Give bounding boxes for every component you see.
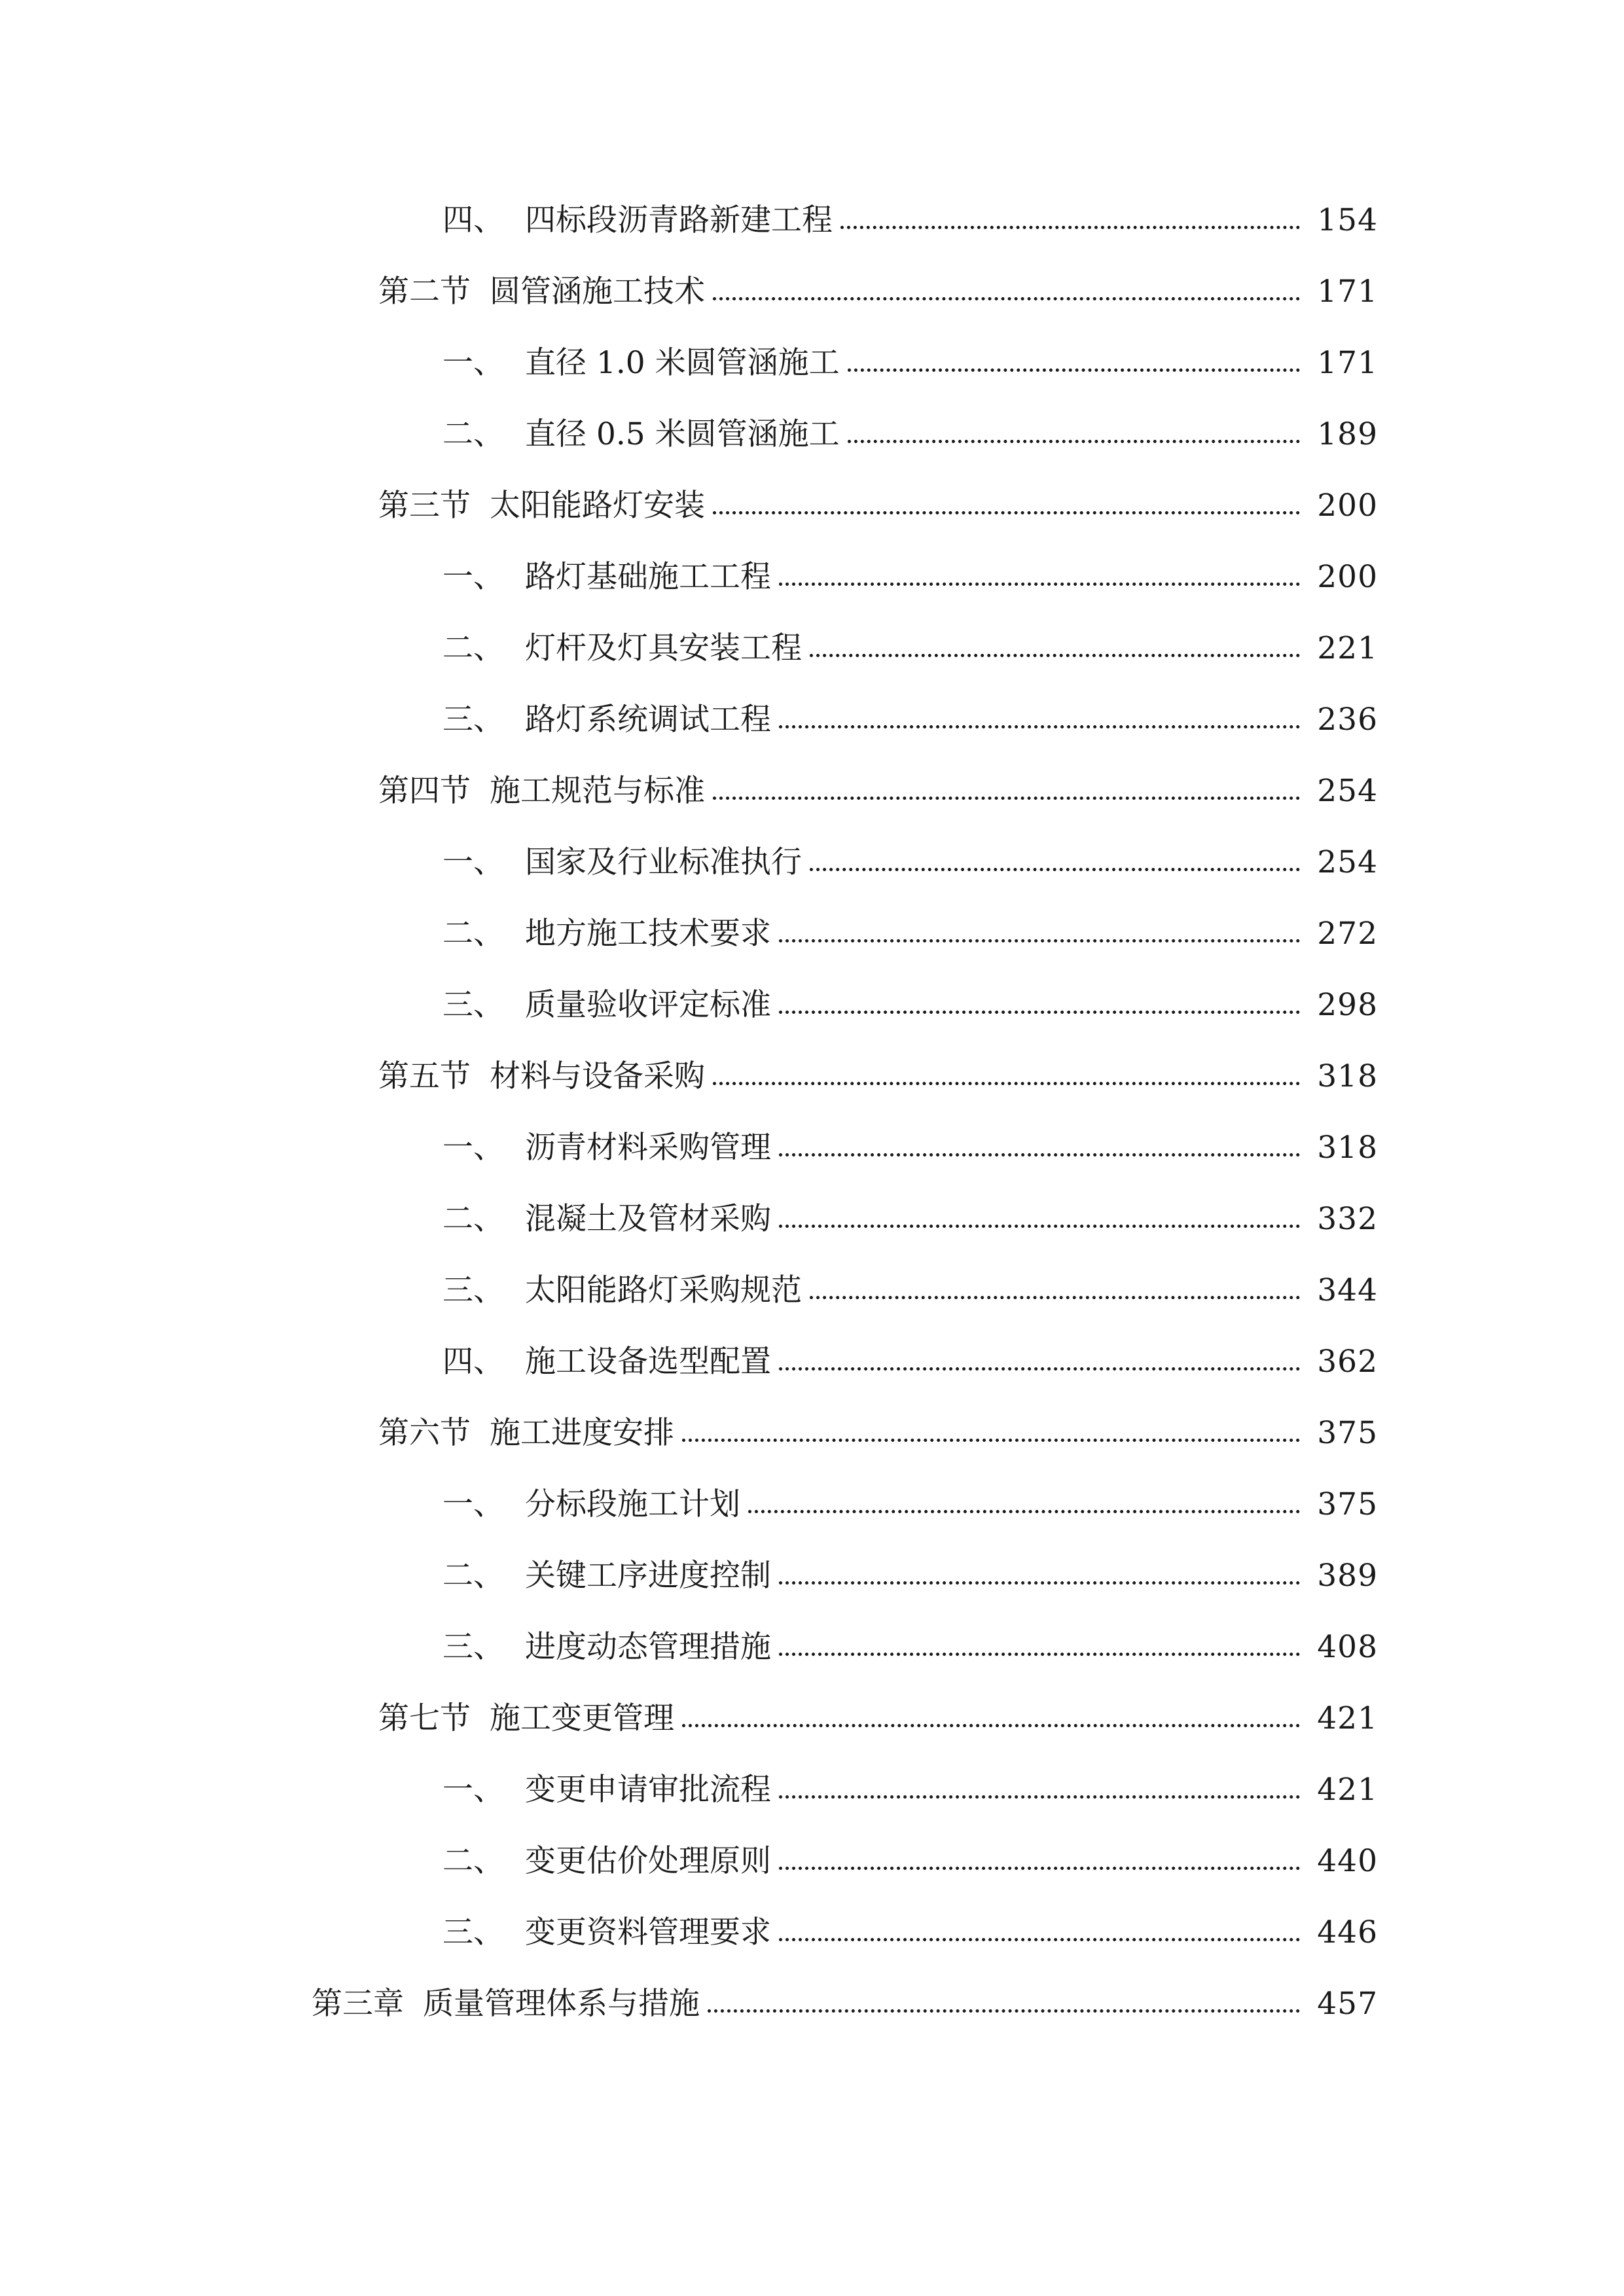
toc-entry-page: 440 xyxy=(1317,1843,1378,1879)
toc-entry-number: 四、 xyxy=(442,202,504,238)
toc-entry-page: 154 xyxy=(1317,202,1378,238)
dot-leader xyxy=(713,297,1300,300)
toc-entry-title: 进度动态管理措施 xyxy=(525,1629,771,1665)
toc-entry[interactable] xyxy=(442,1767,1378,1813)
toc-entry-title: 地方施工技术要求 xyxy=(525,916,771,952)
toc-entry-number: 一、 xyxy=(442,1772,504,1808)
toc-entry-title: 国家及行业标准执行 xyxy=(525,844,802,880)
toc-entry[interactable] xyxy=(442,982,1378,1028)
toc-entry[interactable] xyxy=(442,697,1378,743)
dot-leader xyxy=(779,1581,1300,1585)
toc-entry-page: 375 xyxy=(1317,1415,1378,1451)
toc-entry-title: 灯杆及灯具安装工程 xyxy=(525,630,802,666)
toc-entry-number: 三、 xyxy=(442,1629,504,1665)
toc-entry-title: 太阳能路灯安装 xyxy=(490,488,705,524)
toc-entry-number: 第三节 xyxy=(378,488,471,524)
toc-entry[interactable] xyxy=(378,768,1378,814)
toc-entry-title: 变更估价处理原则 xyxy=(525,1843,771,1879)
toc-entry-title: 四标段沥青路新建工程 xyxy=(525,202,833,238)
toc-entry-number: 第四节 xyxy=(378,773,471,809)
toc-entry-title: 直径 1.0 米圆管涵施工 xyxy=(525,345,840,381)
toc-entry-page: 362 xyxy=(1317,1344,1378,1380)
toc-entry-number: 第六节 xyxy=(378,1415,471,1451)
dot-leader xyxy=(713,511,1300,514)
toc-entry-title: 圆管涵施工技术 xyxy=(490,274,705,310)
toc-entry-title: 施工设备选型配置 xyxy=(525,1344,771,1380)
toc-entry-number: 二、 xyxy=(442,1843,504,1879)
dot-leader xyxy=(840,226,1300,229)
dot-leader xyxy=(748,1510,1300,1513)
toc-entry-number: 一、 xyxy=(442,345,504,381)
toc-entry-page: 200 xyxy=(1317,559,1378,595)
toc-entry-page: 254 xyxy=(1317,773,1378,809)
toc-entry[interactable] xyxy=(442,626,1378,672)
toc-entry[interactable] xyxy=(442,1482,1378,1528)
toc-entry[interactable] xyxy=(442,554,1378,600)
toc-entry-title: 施工规范与标准 xyxy=(490,773,705,809)
toc-entry-number: 第三章 xyxy=(312,1986,404,2022)
toc-entry[interactable] xyxy=(378,1696,1378,1742)
toc-entry-number: 二、 xyxy=(442,916,504,952)
toc-entry[interactable] xyxy=(442,1553,1378,1599)
toc-entry[interactable] xyxy=(378,269,1378,315)
dot-leader xyxy=(848,440,1301,443)
dot-leader xyxy=(779,1153,1300,1157)
toc-entry[interactable] xyxy=(378,1410,1378,1456)
toc-entry-page: 446 xyxy=(1317,1914,1378,1950)
dot-leader xyxy=(682,1724,1300,1727)
toc-entry-number: 三、 xyxy=(442,1272,504,1308)
toc-entry-title: 关键工序进度控制 xyxy=(525,1558,771,1594)
toc-entry-title: 施工变更管理 xyxy=(490,1700,674,1736)
toc-entry[interactable] xyxy=(378,483,1378,529)
toc-entry-page: 332 xyxy=(1317,1201,1378,1237)
toc-entry-number: 三、 xyxy=(442,702,504,738)
toc-entry-page: 221 xyxy=(1317,630,1378,666)
dot-leader xyxy=(810,654,1300,657)
toc-entry-title: 质量管理体系与措施 xyxy=(423,1986,700,2022)
dot-leader xyxy=(708,2009,1300,2013)
toc-entry[interactable] xyxy=(442,412,1378,457)
dot-leader xyxy=(713,1082,1300,1085)
toc-entry-page: 272 xyxy=(1317,916,1378,952)
dot-leader xyxy=(713,797,1300,800)
toc-entry[interactable] xyxy=(442,1624,1378,1670)
toc-entry[interactable] xyxy=(378,1054,1378,1100)
toc-entry-page: 421 xyxy=(1317,1700,1378,1736)
toc-entry-title: 分标段施工计划 xyxy=(525,1486,740,1522)
toc-entry-page: 200 xyxy=(1317,488,1378,524)
toc-entry-page: 171 xyxy=(1317,274,1378,310)
toc-entry-page: 344 xyxy=(1317,1272,1378,1308)
toc-entry-number: 一、 xyxy=(442,1486,504,1522)
dot-leader xyxy=(779,1225,1300,1228)
toc-entry-page: 408 xyxy=(1317,1629,1378,1665)
toc-entry-number: 第二节 xyxy=(378,274,471,310)
dot-leader xyxy=(779,725,1300,728)
toc-entry-title: 变更申请审批流程 xyxy=(525,1772,771,1808)
dot-leader xyxy=(779,1938,1300,1941)
dot-leader xyxy=(848,368,1301,372)
dot-leader xyxy=(779,1653,1300,1656)
toc-entry-title: 沥青材料采购管理 xyxy=(525,1130,771,1166)
toc-entry-page: 189 xyxy=(1317,416,1378,452)
toc-entry-number: 三、 xyxy=(442,987,504,1023)
toc-entry-page: 457 xyxy=(1317,1986,1378,2022)
toc-entry-page: 375 xyxy=(1317,1486,1378,1522)
toc-entry[interactable] xyxy=(442,198,1378,243)
toc-entry-number: 一、 xyxy=(442,844,504,880)
dot-leader xyxy=(779,583,1300,586)
toc-entry-page: 318 xyxy=(1317,1058,1378,1094)
toc-entry-title: 路灯基础施工工程 xyxy=(525,559,771,595)
toc-entry-title: 施工进度安排 xyxy=(490,1415,674,1451)
toc-entry-title: 太阳能路灯采购规范 xyxy=(525,1272,802,1308)
toc-entry[interactable] xyxy=(442,1125,1378,1171)
toc-entry-page: 171 xyxy=(1317,345,1378,381)
toc-entry[interactable] xyxy=(442,911,1378,957)
dot-leader xyxy=(779,1367,1300,1371)
dot-leader xyxy=(779,1011,1300,1014)
dot-leader xyxy=(682,1439,1300,1442)
toc-entry-page: 318 xyxy=(1317,1130,1378,1166)
toc-entry-page: 421 xyxy=(1317,1772,1378,1808)
toc-entry-title: 直径 0.5 米圆管涵施工 xyxy=(525,416,840,452)
dot-leader xyxy=(810,868,1300,871)
toc-entry-title: 变更资料管理要求 xyxy=(525,1914,771,1950)
dot-leader xyxy=(779,939,1300,942)
toc-entry[interactable] xyxy=(442,1339,1378,1385)
toc-entry-number: 二、 xyxy=(442,416,504,452)
toc-entry-number: 二、 xyxy=(442,630,504,666)
dot-leader xyxy=(810,1296,1300,1299)
toc-entry-number: 第七节 xyxy=(378,1700,471,1736)
toc-entry-number: 三、 xyxy=(442,1914,504,1950)
toc-entry-number: 一、 xyxy=(442,1130,504,1166)
toc-entry[interactable] xyxy=(442,1268,1378,1314)
toc-entry[interactable] xyxy=(442,1910,1378,1956)
toc-entry-number: 二、 xyxy=(442,1201,504,1237)
toc-entry[interactable] xyxy=(312,1981,1378,2027)
toc-entry-number: 一、 xyxy=(442,559,504,595)
toc-entry[interactable] xyxy=(442,340,1378,386)
toc-entry-number: 四、 xyxy=(442,1344,504,1380)
toc-entry-page: 236 xyxy=(1317,702,1378,738)
dot-leader xyxy=(779,1795,1300,1799)
toc-entry[interactable] xyxy=(442,1196,1378,1242)
toc-entry[interactable] xyxy=(442,1839,1378,1884)
toc-entry-title: 路灯系统调试工程 xyxy=(525,702,771,738)
toc-entry-title: 质量验收评定标准 xyxy=(525,987,771,1023)
toc-entry-title: 材料与设备采购 xyxy=(490,1058,705,1094)
toc-entry-page: 389 xyxy=(1317,1558,1378,1594)
dot-leader xyxy=(779,1867,1300,1870)
toc-entry-title: 混凝土及管材采购 xyxy=(525,1201,771,1237)
toc-entry-number: 第五节 xyxy=(378,1058,471,1094)
toc-entry[interactable] xyxy=(442,840,1378,886)
toc-entry-page: 254 xyxy=(1317,844,1378,880)
toc-entry-page: 298 xyxy=(1317,987,1378,1023)
toc-entry-number: 二、 xyxy=(442,1558,504,1594)
